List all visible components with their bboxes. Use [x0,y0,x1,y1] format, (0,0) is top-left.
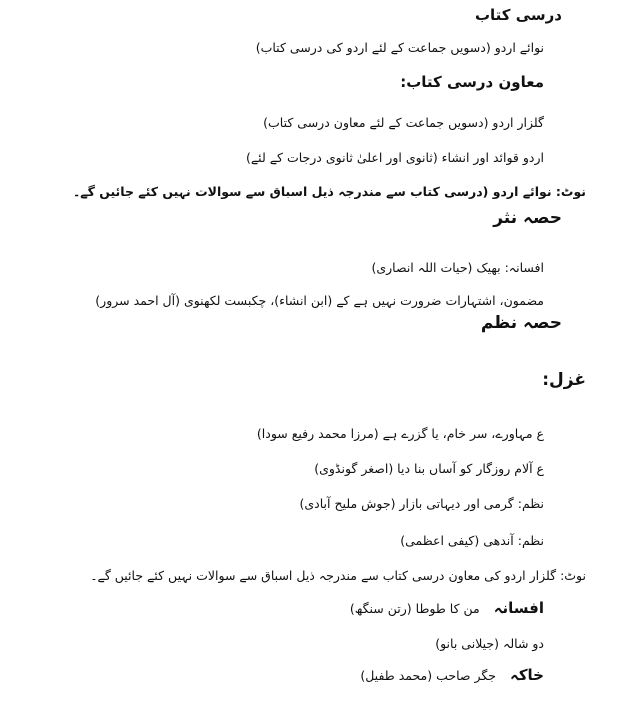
prose-item: مضمون، اشتہارات ضرورت نہیں ہے کے (ابن انشاء)، چکبست لکھنوی (آل احمد سرور) [95,293,544,308]
khaka-item: جگر صاحب (محمد طفیل) [360,668,497,683]
heading-helper-book: معاون درسی کتاب: [400,73,544,91]
textbook-name: نوائے اردو (دسویں جماعت کے لئے اردو کی درسی کتاب) [255,40,544,55]
prose-item: افسانہ: بھیک (حیات اللہ انصاری) [371,260,544,275]
ghazal-heading: غزل: [542,370,586,390]
grammar-book-name: اردو قوائد اور انشاء (ثانوی اور اعلیٰ ثانوی درجات کے لئے) [245,150,544,165]
poetry-item: نظم: گرمی اور دیہاتی بازار (جوش ملیح آبادی) [299,496,544,511]
khaka-row [360,668,544,683]
khaka-label: خاکہ [510,666,544,684]
afsana-item: دو شالہ (جیلانی بانو) [435,636,544,651]
poetry-item: ع مہاورے، سر خام، یا گزرے ہے (مرزا محمد رفیع سودا) [256,426,544,441]
poetry-item: ع آلام روزگار کو آساں بنا دیا (اصغر گونڈوی) [314,461,544,476]
afsana-label: افسانہ [493,599,544,617]
note-one: نوٹ: نوائے اردو (درسی کتاب سے مندرجہ ذیل اسباق سے سوالات نہیں کئے جائیں گے۔ [72,184,586,199]
poetry-item: نظم: آندھی (کیفی اعظمی) [400,533,544,548]
helper-book-name: گلزار اردو (دسویں جماعت کے لئے معاون درسی کتاب) [263,115,544,130]
afsana-item: من کا طوطا (رتن سنگھ) [349,601,480,616]
section-prose-heading: حصہ نثر [493,208,562,228]
section-poetry-heading: حصہ نظم [480,313,562,333]
afsana-row [350,601,544,616]
note-two: نوٹ: گلزار اردو کی معاون درسی کتاب سے مندرجہ ذیل اسباق سے سوالات نہیں کئے جائیں گے۔ [90,568,586,583]
heading-textbook: درسی کتاب [474,6,562,24]
